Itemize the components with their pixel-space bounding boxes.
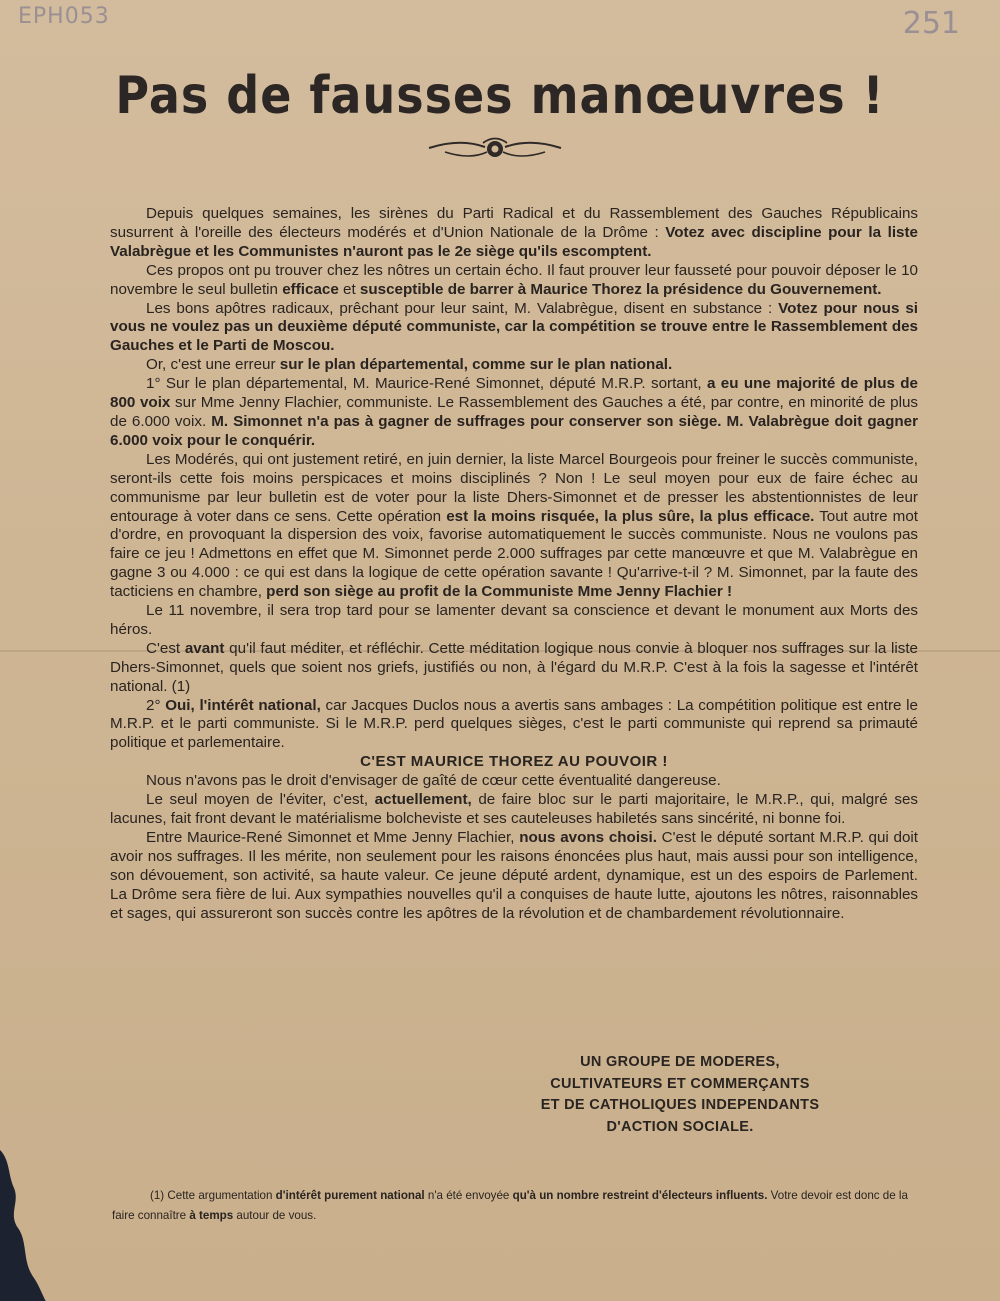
body-text (110, 205, 918, 923)
signature-block (500, 1052, 860, 1138)
footnote-text: (1) Cette argumentation d'intérêt purement national n'a été envoyée qu'à un nombre restreint d'électeurs influents. Votre devoir est donc de la faire connaître à temps autour de vous. (112, 1189, 908, 1222)
signature-line: CULTIVATEURS ET COMMERÇANTS (550, 1075, 810, 1092)
paragraph-11: Le seul moyen de l'éviter, c'est, actuellement, de faire bloc sur le parti majoritaire, le M.R.P., qui, malgré ses lacunes, fait front devant le matérialisme bolcheviste et ses cauteleuses habiletés sans sincérité, ni bonne foi. (110, 791, 918, 827)
page-title: Pas de fausses manœuvres ! (115, 64, 885, 126)
footnote (112, 1186, 918, 1226)
paragraph-2: Ces propos ont pu trouver chez les nôtres un certain écho. Il faut prouver leur fausseté pour pouvoir déposer le 10 novembre le seul bulletin efficace et susceptible de barrer à Maurice Thorez la présidence du Gouvernement. (110, 261, 918, 298)
section-heading: C'EST MAURICE THOREZ AU POUVOIR ! (360, 753, 668, 771)
ornament-icon (425, 134, 565, 164)
signature-line: D'ACTION SOCIALE. (606, 1118, 754, 1135)
archive-code: EPH053 (18, 4, 110, 29)
paragraph-10: Nous n'avons pas le droit d'envisager de gaîté de cœur cette éventualité dangereuse. (146, 772, 721, 790)
paragraph-1: Depuis quelques semaines, les sirènes du Parti Radical et du Rassemblement des Gauches Républicains susurrent à l'oreille des électeurs modérés et d'Union Nationale de la Drôme : Votez avec discipline pour la liste Valabrègue et les Communistes n'auront pas le 2e siège qu'ils escomptent. (110, 205, 918, 260)
signature-line: ET DE CATHOLIQUES INDEPENDANTS (540, 1097, 820, 1113)
paragraph-4: Or, c'est une erreur sur le plan départemental, comme sur le plan national. (146, 356, 673, 374)
signature-line: UN GROUPE DE MODERES, (580, 1054, 780, 1070)
archive-number: 251 (902, 6, 960, 41)
paragraph-7: Le 11 novembre, il sera trop tard pour se lamenter devant sa conscience et devant le monument aux Morts des héros. (110, 602, 918, 638)
paragraph-6: Les Modérés, qui ont justement retiré, en juin dernier, la liste Marcel Bourgeois pour freiner le succès communiste, seront-ils cette fois moins perspicaces et moins disciplinés ? Non ! Le seul moyen pour eux de faire échec au communisme par leur bulletin est de voter pour la liste Dhers-Simonnet et de presser les abstentionnistes de leur entourage à voter dans ce sens. Cette opération est la moins risquée, la plus sûre, la plus efficace. Tout autre mot d'ordre, en provoquant la dispersion des voix, favorise automatiquement le succès communiste. Nous ne voulons pas faire ce jeu ! Admettons en effet que M. Simonnet perde 2.000 suffrages par cette manœuvre et que M. Valabrègue en gagne 3 ou 4.000 : ce qui est dans la logique de cette opération savante ! Qu'arrive-t-il ? M. Simonnet, par la faute des tacticiens en chambre, perd son siège au profit de la Communiste Mme Jenny Flachier ! (110, 450, 919, 601)
ink-stain (0, 1150, 60, 1301)
paragraph-3: Les bons apôtres radicaux, prêchant pour leur saint, M. Valabrègue, disent en substance : Votez pour nous si vous ne voulez pas un deuxième député communiste, car la compétition se trouve entre le Rassemblement des Gauches et le Parti de Moscou. (110, 299, 918, 355)
paragraph-8: C'est avant qu'il faut méditer, et réfléchir. Cette méditation logique nous convie à bloquer nos suffrages sur la liste Dhers-Simonnet, quels que soient nos griefs, justifiés ou non, à l'égard du M.R.P. C'est à la fois la sagesse et l'intérêt national. (1) (110, 639, 918, 695)
paragraph-5: 1° Sur le plan départemental, M. Maurice-René Simonnet, député M.R.P. sortant, a eu une majorité de plus de 800 voix sur Mme Jenny Flachier, communiste. Le Rassemblement des Gauches a été, par contre, en minorité de plus de 6.000 voix. M. Simonnet n'a pas à gagner de suffrages pour conserver son siège. M. Valabrègue doit gagner 6.000 voix pour le conquérir. (110, 375, 918, 449)
paragraph-9: 2° Oui, l'intérêt national, car Jacques Duclos nous a avertis sans ambages : La compétition politique est entre le M.R.P. et le parti communiste. Si le M.R.P. perd quelques sièges, c'est le parti communiste qui reprend sa primauté politique et parlementaire. (110, 696, 919, 752)
paragraph-12: Entre Maurice-René Simonnet et Mme Jenny Flachier, nous avons choisi. C'est le député sortant M.R.P. qui doit avoir nos suffrages. Il les mérite, non seulement pour les raisons énoncées plus haut, mais aussi pour son intelligence, son dévouement, son activité, sa haute valeur. Ce jeune député ardent, dynamique, est un des espoirs de Parlement. La Drôme sera fière de lui. Aux sympathies nouvelles qu'il a conquises de haute lutte, ajoutons les nôtres, raisonnables et sages, qui assureront son succès contre les apôtres de la révolution et de chambardement révolutionnaire. (110, 828, 918, 922)
